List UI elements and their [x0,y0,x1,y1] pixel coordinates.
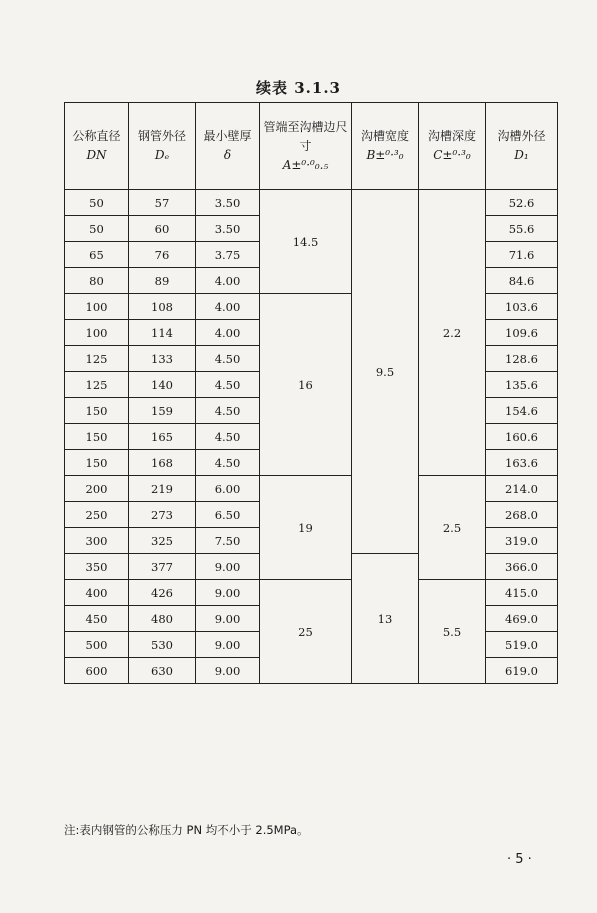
cell-d1: 128.6 [486,346,558,372]
cell-wall: 9.00 [196,606,260,632]
header-b: 沟槽宽度 B±⁰·³₀ [352,103,419,190]
header-wall: 最小壁厚 δ [196,103,260,190]
cell-wall: 3.50 [196,190,260,216]
cell-de: 273 [129,502,196,528]
cell-de: 133 [129,346,196,372]
cell-de: 140 [129,372,196,398]
cell-dn: 65 [65,242,129,268]
header-dn: 公称直径 DN [65,103,129,190]
cell-wall: 6.00 [196,476,260,502]
table-row [65,476,558,502]
groove-dimension-table [64,102,558,684]
cell-wall: 4.50 [196,450,260,476]
cell-b: 9.5 [352,190,419,554]
cell-c: 2.2 [419,190,486,476]
cell-d1: 160.6 [486,424,558,450]
cell-de: 480 [129,606,196,632]
cell-wall: 9.00 [196,580,260,606]
cell-de: 159 [129,398,196,424]
cell-dn: 100 [65,320,129,346]
cell-de: 108 [129,294,196,320]
cell-dn: 200 [65,476,129,502]
cell-a: 25 [260,580,352,684]
cell-de: 114 [129,320,196,346]
cell-wall: 3.50 [196,216,260,242]
header-row [65,103,558,190]
cell-b: 13 [352,554,419,684]
header-a: 管端至沟槽边尺寸 A±⁰·⁰₀.₅ [260,103,352,190]
cell-d1: 415.0 [486,580,558,606]
header-de: 钢管外径 Dₑ [129,103,196,190]
cell-wall: 9.00 [196,658,260,684]
cell-dn: 600 [65,658,129,684]
cell-dn: 300 [65,528,129,554]
cell-wall: 4.00 [196,320,260,346]
cell-dn: 500 [65,632,129,658]
cell-dn: 150 [65,424,129,450]
cell-dn: 125 [65,346,129,372]
cell-wall: 4.50 [196,372,260,398]
cell-wall: 4.50 [196,424,260,450]
cell-dn: 100 [65,294,129,320]
cell-a: 14.5 [260,190,352,294]
cell-dn: 250 [65,502,129,528]
table-note: 注:表内钢管的公称压力 PN 均不小于 2.5MPa。 [64,823,309,837]
cell-de: 377 [129,554,196,580]
cell-dn: 80 [65,268,129,294]
cell-de: 325 [129,528,196,554]
cell-d1: 84.6 [486,268,558,294]
cell-wall: 9.00 [196,554,260,580]
cell-d1: 55.6 [486,216,558,242]
cell-wall: 9.00 [196,632,260,658]
cell-de: 57 [129,190,196,216]
header-d1: 沟槽外径 D₁ [486,103,558,190]
cell-dn: 150 [65,450,129,476]
cell-d1: 366.0 [486,554,558,580]
cell-dn: 450 [65,606,129,632]
cell-d1: 214.0 [486,476,558,502]
table-row [65,190,558,216]
cell-c: 2.5 [419,476,486,580]
cell-d1: 52.6 [486,190,558,216]
cell-wall: 7.50 [196,528,260,554]
cell-wall: 6.50 [196,502,260,528]
cell-de: 76 [129,242,196,268]
cell-de: 60 [129,216,196,242]
cell-d1: 619.0 [486,658,558,684]
cell-dn: 50 [65,190,129,216]
cell-dn: 150 [65,398,129,424]
cell-d1: 268.0 [486,502,558,528]
cell-wall: 4.50 [196,346,260,372]
cell-d1: 154.6 [486,398,558,424]
cell-de: 89 [129,268,196,294]
cell-de: 426 [129,580,196,606]
table-title: 续表 3.1.3 [256,79,341,97]
cell-a: 19 [260,476,352,580]
cell-wall: 4.50 [196,398,260,424]
cell-de: 219 [129,476,196,502]
cell-d1: 519.0 [486,632,558,658]
page-number: · 5 · [507,852,532,867]
cell-d1: 163.6 [486,450,558,476]
cell-wall: 4.00 [196,294,260,320]
cell-de: 630 [129,658,196,684]
cell-dn: 350 [65,554,129,580]
table-row [65,580,558,606]
cell-d1: 319.0 [486,528,558,554]
cell-d1: 135.6 [486,372,558,398]
cell-d1: 103.6 [486,294,558,320]
cell-a: 16 [260,294,352,476]
header-c: 沟槽深度 C±⁰·³₀ [419,103,486,190]
cell-d1: 469.0 [486,606,558,632]
cell-d1: 109.6 [486,320,558,346]
cell-de: 165 [129,424,196,450]
cell-dn: 50 [65,216,129,242]
cell-wall: 4.00 [196,268,260,294]
cell-wall: 3.75 [196,242,260,268]
cell-c: 5.5 [419,580,486,684]
cell-dn: 125 [65,372,129,398]
cell-dn: 400 [65,580,129,606]
cell-de: 168 [129,450,196,476]
cell-d1: 71.6 [486,242,558,268]
cell-de: 530 [129,632,196,658]
